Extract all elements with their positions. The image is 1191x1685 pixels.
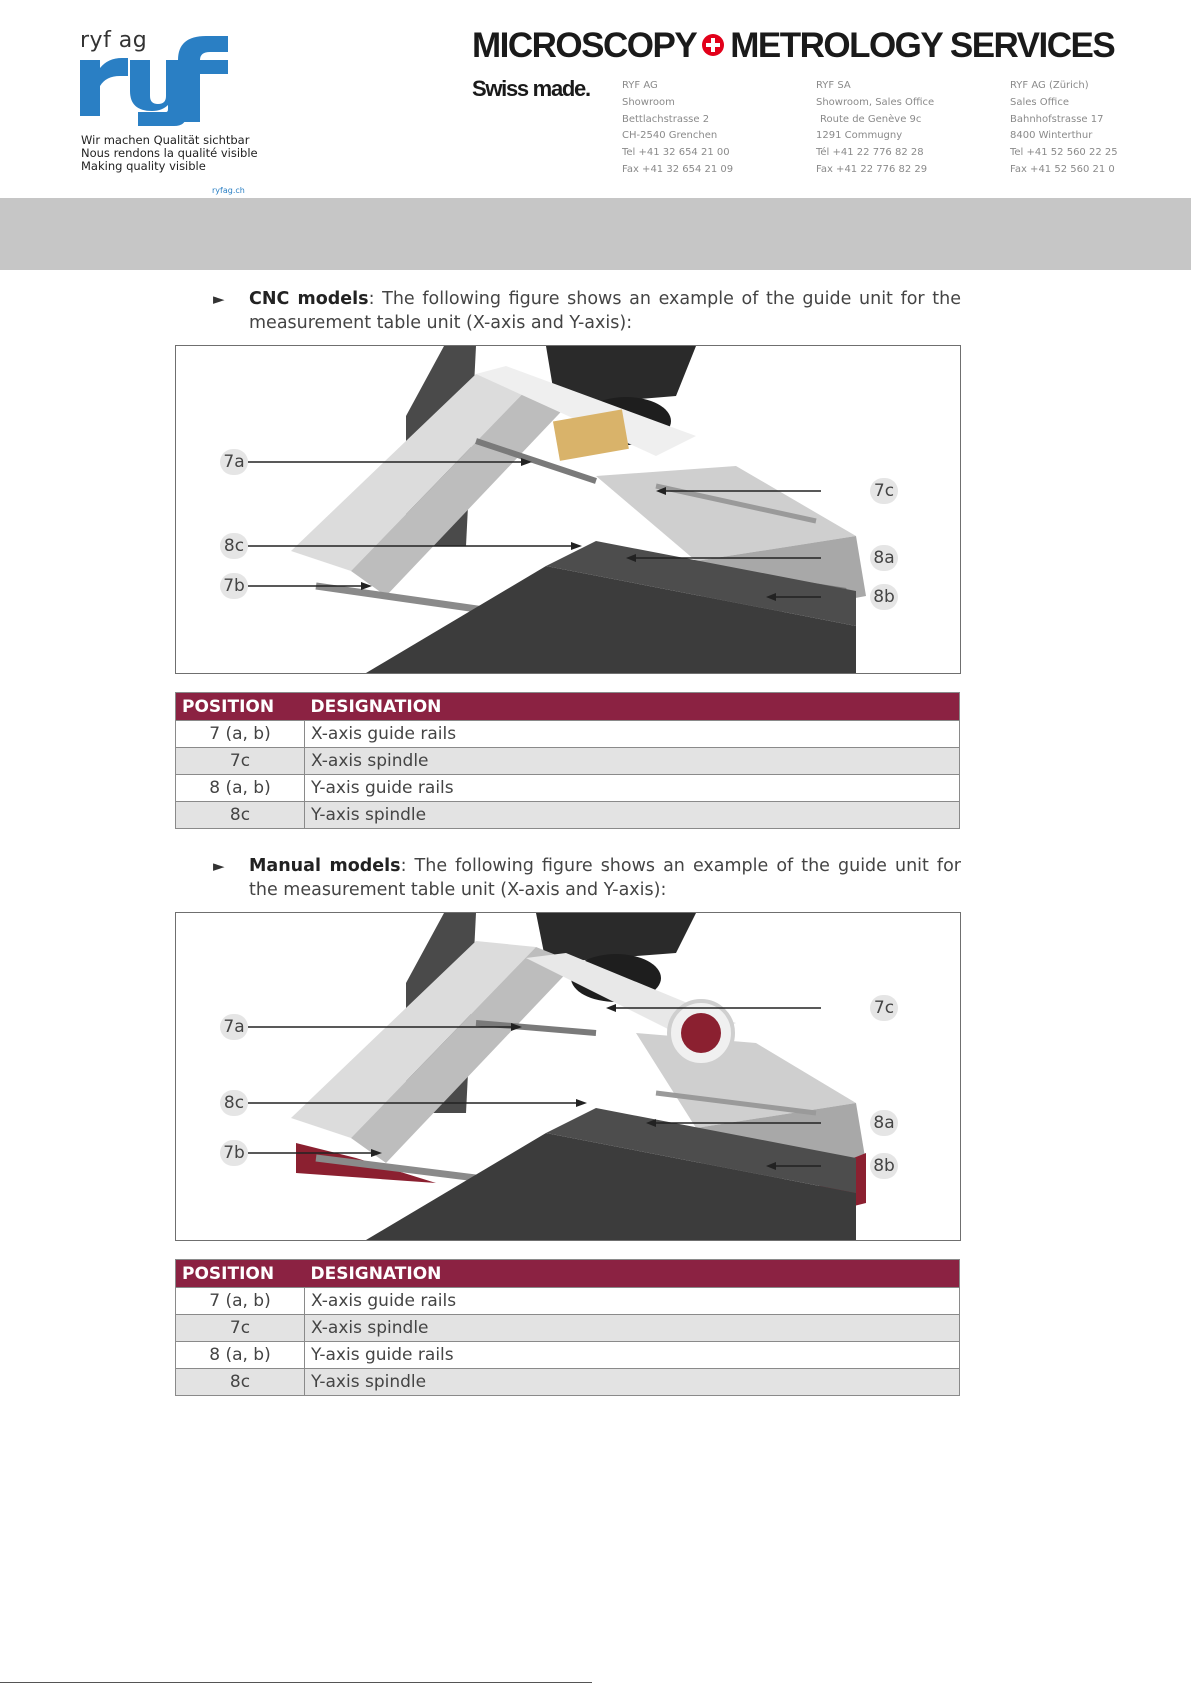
header-band bbox=[0, 198, 1191, 270]
callout-8b: 8b bbox=[870, 584, 898, 610]
footer-divider bbox=[0, 1682, 592, 1683]
website-link[interactable]: ryfag.ch bbox=[212, 186, 245, 195]
brand-left: MICROSCOPY bbox=[472, 26, 697, 65]
bullet-icon: ► bbox=[213, 290, 225, 308]
brand-title bbox=[472, 26, 1114, 66]
table-row: 8 (a, b) Y-axis guide rails bbox=[176, 775, 960, 802]
column-header-position: POSITION bbox=[176, 693, 305, 721]
guide-unit-illustration bbox=[176, 913, 960, 1240]
table-row: 8 (a, b) Y-axis guide rails bbox=[176, 1342, 960, 1369]
address-winterthur: RYF AG (Zürich) Sales Office Bahnhofstrasse 17 8400 Winterthur Tel +41 52 560 22 25 Fax +41 52 560 21 0 bbox=[1010, 80, 1118, 175]
address-commugny: RYF SA Showroom, Sales Office Route de Genève 9c 1291 Commugny Tél +41 22 776 82 28 Fax +41 22 776 82 29 bbox=[816, 80, 935, 175]
spec-table-cnc bbox=[175, 692, 960, 829]
swiss-made-label: Swiss made. bbox=[472, 76, 590, 101]
tagline-en: Making quality visible bbox=[81, 159, 206, 173]
callout-7b: 7b bbox=[220, 573, 248, 599]
table-row: 7 (a, b) X-axis guide rails bbox=[176, 721, 960, 748]
guide-unit-illustration bbox=[176, 346, 960, 673]
callout-8c: 8c bbox=[220, 1090, 248, 1116]
column-header-position: POSITION bbox=[176, 1260, 305, 1288]
callout-7b: 7b bbox=[220, 1140, 248, 1166]
brand-right: METROLOGY SERVICES bbox=[730, 26, 1115, 65]
table-row: 7c X-axis spindle bbox=[176, 1315, 960, 1342]
callout-7c: 7c bbox=[870, 478, 898, 504]
callout-7c: 7c bbox=[870, 995, 898, 1021]
figure-cnc bbox=[175, 345, 961, 674]
callout-8c: 8c bbox=[220, 533, 248, 559]
column-header-designation: DESIGNATION bbox=[305, 693, 960, 721]
figure-manual bbox=[175, 912, 961, 1241]
intro-manual bbox=[213, 854, 961, 902]
section-text: : The following figure shows an example of the guide unit for the measurement table unit (X-axis and Y-axis): bbox=[249, 289, 961, 333]
callout-7a: 7a bbox=[220, 449, 248, 475]
section-title: Manual models bbox=[249, 856, 401, 876]
table-row: 8c Y-axis spindle bbox=[176, 1369, 960, 1396]
section-title: CNC models bbox=[249, 289, 369, 309]
callout-8a: 8a bbox=[870, 545, 898, 571]
table-row: 8c Y-axis spindle bbox=[176, 802, 960, 829]
tagline-fr: Nous rendons la qualité visible bbox=[81, 146, 258, 160]
tagline-de: Wir machen Qualität sichtbar bbox=[81, 133, 250, 147]
section-text: : The following figure shows an example of the guide unit for the measurement table unit (X-axis and Y-axis): bbox=[249, 856, 961, 900]
callout-8b: 8b bbox=[870, 1153, 898, 1179]
intro-cnc bbox=[213, 287, 961, 335]
spec-table-manual bbox=[175, 1259, 960, 1396]
callout-7a: 7a bbox=[220, 1014, 248, 1040]
swiss-cross-icon bbox=[702, 34, 724, 56]
address-grenchen: RYF AG Showroom Bettlachstrasse 2 CH-2540 Grenchen Tel +41 32 654 21 00 Fax +41 32 654 21 09 bbox=[622, 80, 734, 175]
table-row: 7c X-axis spindle bbox=[176, 748, 960, 775]
column-header-designation: DESIGNATION bbox=[305, 1260, 960, 1288]
bullet-icon: ► bbox=[213, 857, 225, 875]
table-row: 7 (a, b) X-axis guide rails bbox=[176, 1288, 960, 1315]
callout-8a: 8a bbox=[870, 1110, 898, 1136]
logo-wordmark: ryf ag bbox=[80, 28, 148, 53]
ryf-logo-icon bbox=[78, 34, 230, 126]
